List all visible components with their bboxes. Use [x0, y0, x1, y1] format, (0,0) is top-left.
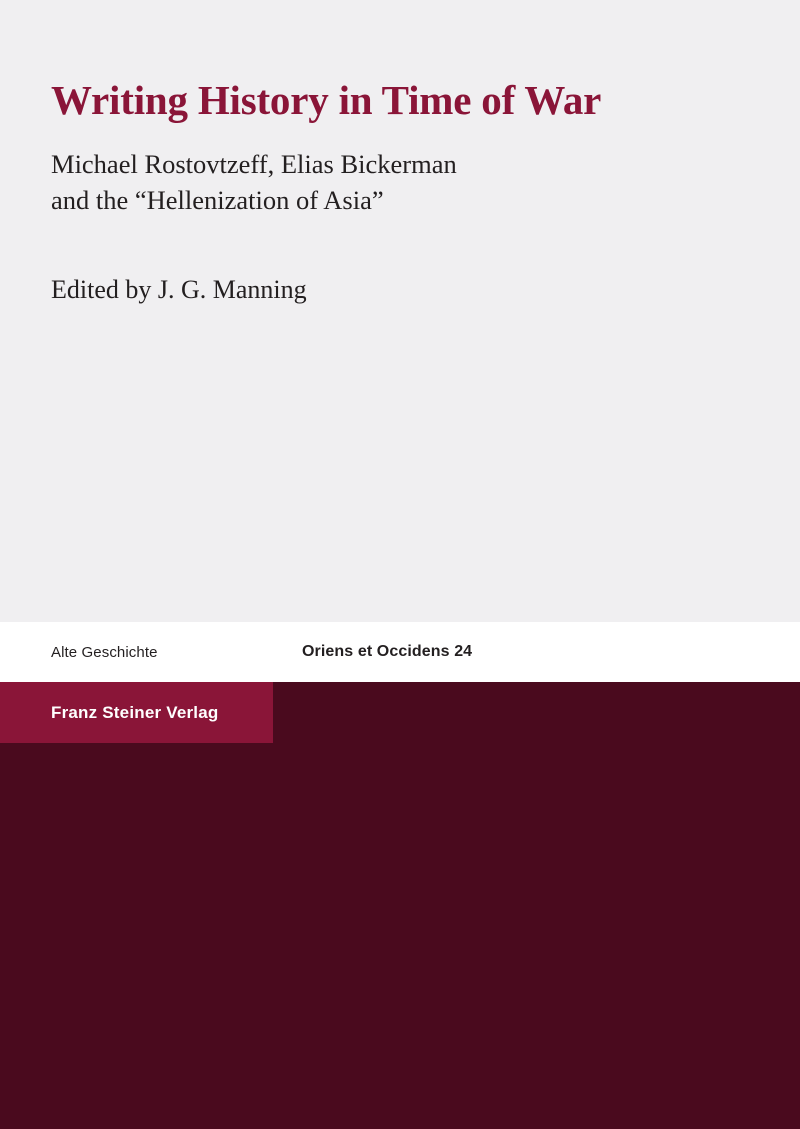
series-name-label	[302, 643, 472, 661]
subtitle-line-2: and the “Hellenization of Asia”	[51, 185, 384, 216]
book-editor: Edited by J. G. Manning	[51, 275, 307, 305]
series-number: 24	[454, 643, 473, 660]
publisher-label: Franz Steiner Verlag	[51, 702, 219, 722]
publisher-box	[0, 682, 273, 743]
dark-panel-bottom	[0, 743, 800, 1129]
book-subtitle	[51, 146, 751, 219]
dark-panel-right	[273, 682, 800, 743]
series-category-band	[0, 622, 273, 682]
cover-text-block	[51, 78, 751, 305]
series-category-label: Alte Geschichte	[51, 643, 158, 661]
subtitle-line-1: Michael Rostovtzeff, Elias Bickerman	[51, 148, 457, 179]
page-title: Writing History in Time of War	[51, 77, 602, 123]
series-name-band	[273, 622, 800, 682]
series-name-text: Oriens et Occidens	[302, 643, 450, 660]
